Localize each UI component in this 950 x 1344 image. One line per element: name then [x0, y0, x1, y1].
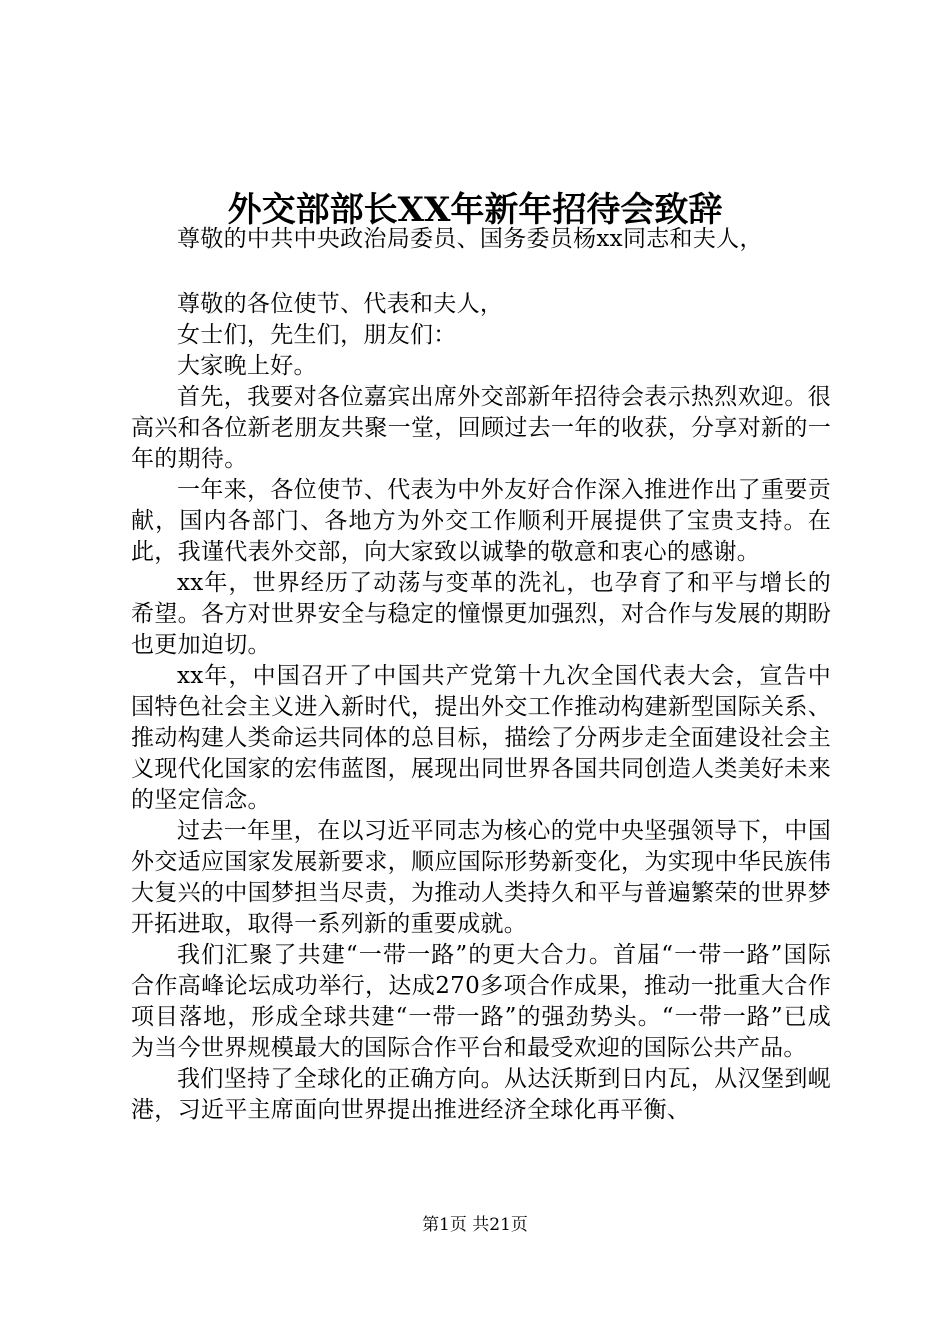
salutation-2: 尊敬的各位使节、代表和夫人， — [177, 291, 504, 317]
salutation-1: 尊敬的中共中央政治局委员、国务委员杨xx同志和夫人， — [177, 226, 763, 252]
body-paragraph: 一年来，各位使节、代表为中外友好合作深入推进作出了重要贡献，国内各部门、各地方为外交工作顺利开展提供了宝贵支持。在此，我谨代表外交部，向大家致以诚挚的敬意和衷心的感谢。 — [131, 477, 831, 565]
page-footer: 第1页 共21页 — [422, 1215, 528, 1235]
body-paragraph: 首先，我要对各位嘉宾出席外交部新年招待会表示热烈欢迎。很高兴和各位新老朋友共聚一堂，回顾过去一年的收获，分享对新的一年的期待。 — [131, 384, 831, 472]
body-paragraph: 我们汇聚了共建“一带一路”的更大合力。首届“一带一路”国际合作高峰论坛成功举行，达成270多项合作成果，推动一批重大合作项目落地，形成全球共建“一带一路”的强劲势头。“一带一路”已成为当今世界规模最大的国际合作平台和最受欢迎的国际公共产品。 — [131, 942, 831, 1061]
body-paragraph: 我们坚持了全球化的正确方向。从达沃斯到日内瓦，从汉堡到岘港，习近平主席面向世界提出推进经济全球化再平衡、 — [131, 1066, 831, 1123]
body-paragraph: xx年，世界经历了动荡与变革的洗礼，也孕育了和平与增长的希望。各方对世界安全与稳定的憧憬更加强烈，对合作与发展的期盼也更加迫切。 — [131, 570, 831, 658]
body-paragraph: 过去一年里，在以习近平同志为核心的党中央坚强领导下，中国外交适应国家发展新要求，顺应国际形势新变化，为实现中华民族伟大复兴的中国梦担当尽责，为推动人类持久和平与普遍繁荣的世界梦开拓进取，取得一系列新的重要成就。 — [131, 818, 831, 937]
document-body — [131, 224, 831, 1126]
greeting: 大家晚上好。 — [177, 353, 317, 379]
body-paragraph: xx年，中国召开了中国共产党第十九次全国代表大会，宣告中国特色社会主义进入新时代，提出外交工作推动构建新型国际关系、推动构建人类命运共同体的总目标，描绘了分两步走全面建设社会主义现代化国家的宏伟蓝图，展现出同世界各国共同创造人类美好未来的坚定信念。 — [131, 663, 831, 813]
document-title: 外交部部长XX年新年招待会致辞 — [227, 190, 723, 230]
salutation-3: 女士们，先生们，朋友们： — [177, 322, 457, 348]
